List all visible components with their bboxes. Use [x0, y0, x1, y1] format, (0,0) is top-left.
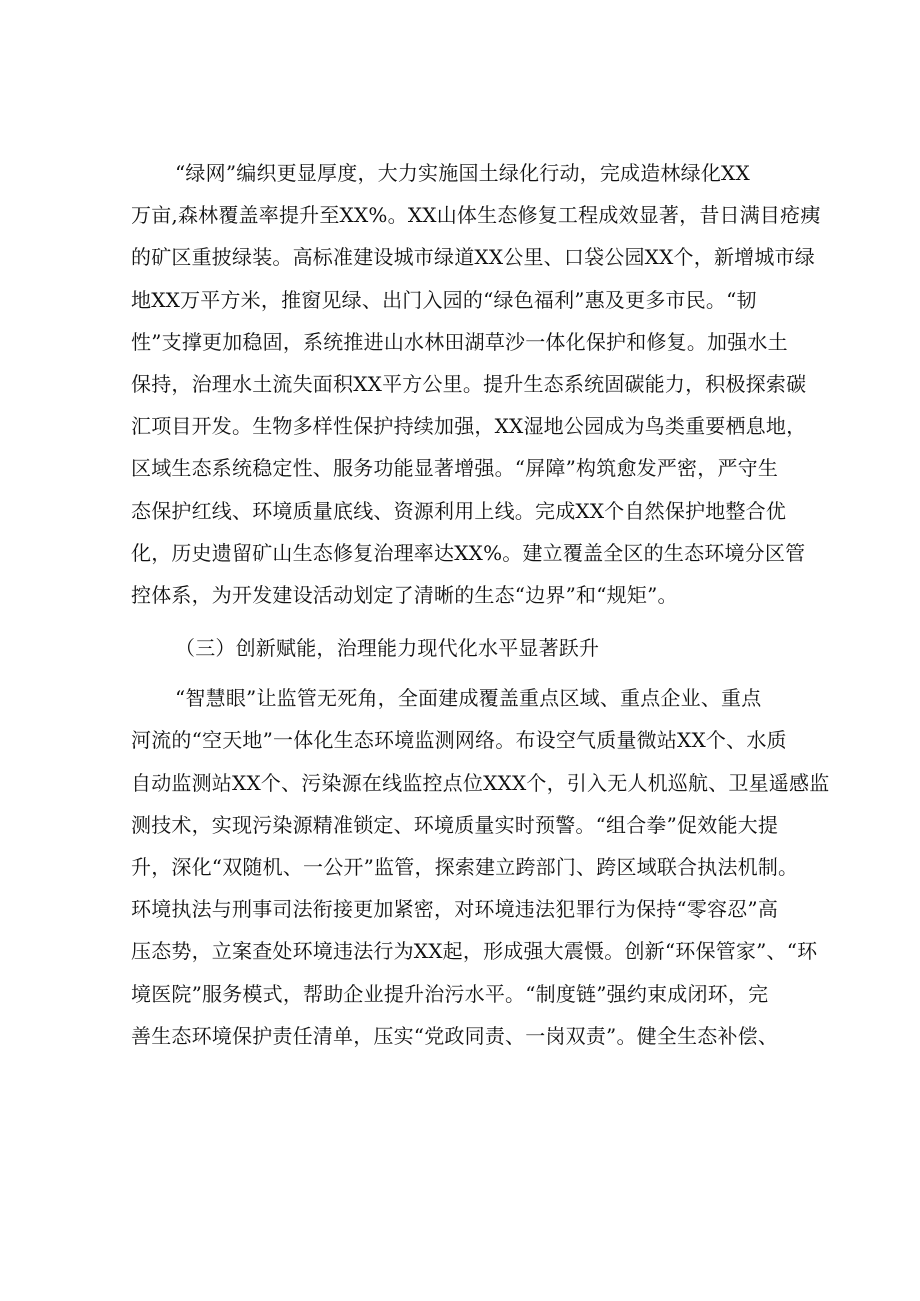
text-line: 态保护红线、环境质量底线、资源利用上线。完成XX个自然保护地整合优	[131, 499, 787, 523]
text-line: 万亩,森林覆盖率提升至XX%。XX山体生态修复工程成效显著，昔日满目疮痍	[131, 203, 821, 227]
text-line: 河流的“空天地”一体化生态环境监测网络。布设空气质量微站XX个、水质	[131, 728, 787, 752]
text-line: “绿网”编织更显厚度，大力实施国土绿化行动，完成造林绿化XX	[175, 161, 750, 185]
text-line: 化，历史遗留矿山生态修复治理率达XX%。建立覆盖全区的生态环境分区管	[131, 541, 806, 565]
text-line: 保持，治理水土流失面积XX平方公里。提升生态系统固碳能力，积极探索碳	[131, 372, 807, 396]
section-heading: （三）创新赋能，治理能力现代化水平显著跃升	[175, 636, 600, 660]
text-line: 性”支撑更加稳固，系统推进山水林田湖草沙一体化保护和修复。加强水土	[131, 330, 788, 354]
text-line: 升，深化“双随机、一公开”监管，探索建立跨部门、跨区域联合执法机制。	[131, 855, 799, 879]
text-line: 善生态环境保护责任清单，压实“党政同责、一岗双责”。健全生态补偿、	[131, 1024, 779, 1048]
text-line: 控体系，为开发建设活动划定了清晰的生态“边界”和“规矩”。	[131, 583, 678, 607]
text-line: 环境执法与刑事司法衔接更加紧密，对环境违法犯罪行为保持“零容忍”高	[131, 897, 779, 921]
text-line: 境医院”服务模式，帮助企业提升治污水平。“制度链”强约束成闭环，完	[131, 982, 769, 1006]
text-line: “智慧眼”让监管无死角，全面建成覆盖重点区域、重点企业、重点	[175, 686, 762, 710]
text-line: 汇项目开发。生物多样性保护持续加强，XX湿地公园成为鸟类重要栖息地，	[131, 414, 807, 438]
text-line: 地XX万平方米，推窗见绿、出门入园的“绿色福利”惠及更多市民。“韧	[131, 288, 757, 312]
text-line: 测技术，实现污染源精准锁定、环境质量实时预警。“组合拳”促效能大提	[131, 813, 779, 837]
text-line: 的矿区重披绿装。高标准建设城市绿道XX公里、口袋公园XX个，新增城市绿	[131, 245, 815, 269]
text-line: 区域生态系统稳定性、服务功能显著增强。“屏障”构筑愈发严密，严守生	[131, 456, 779, 480]
text-line: 自动监测站XX个、污染源在线监控点位XXX个，引入无人机巡航、卫星遥感监	[131, 771, 830, 795]
text-line: 压态势，立案查处环境违法行为XX起，形成强大震慑。创新“环保管家”、“环	[131, 939, 818, 963]
